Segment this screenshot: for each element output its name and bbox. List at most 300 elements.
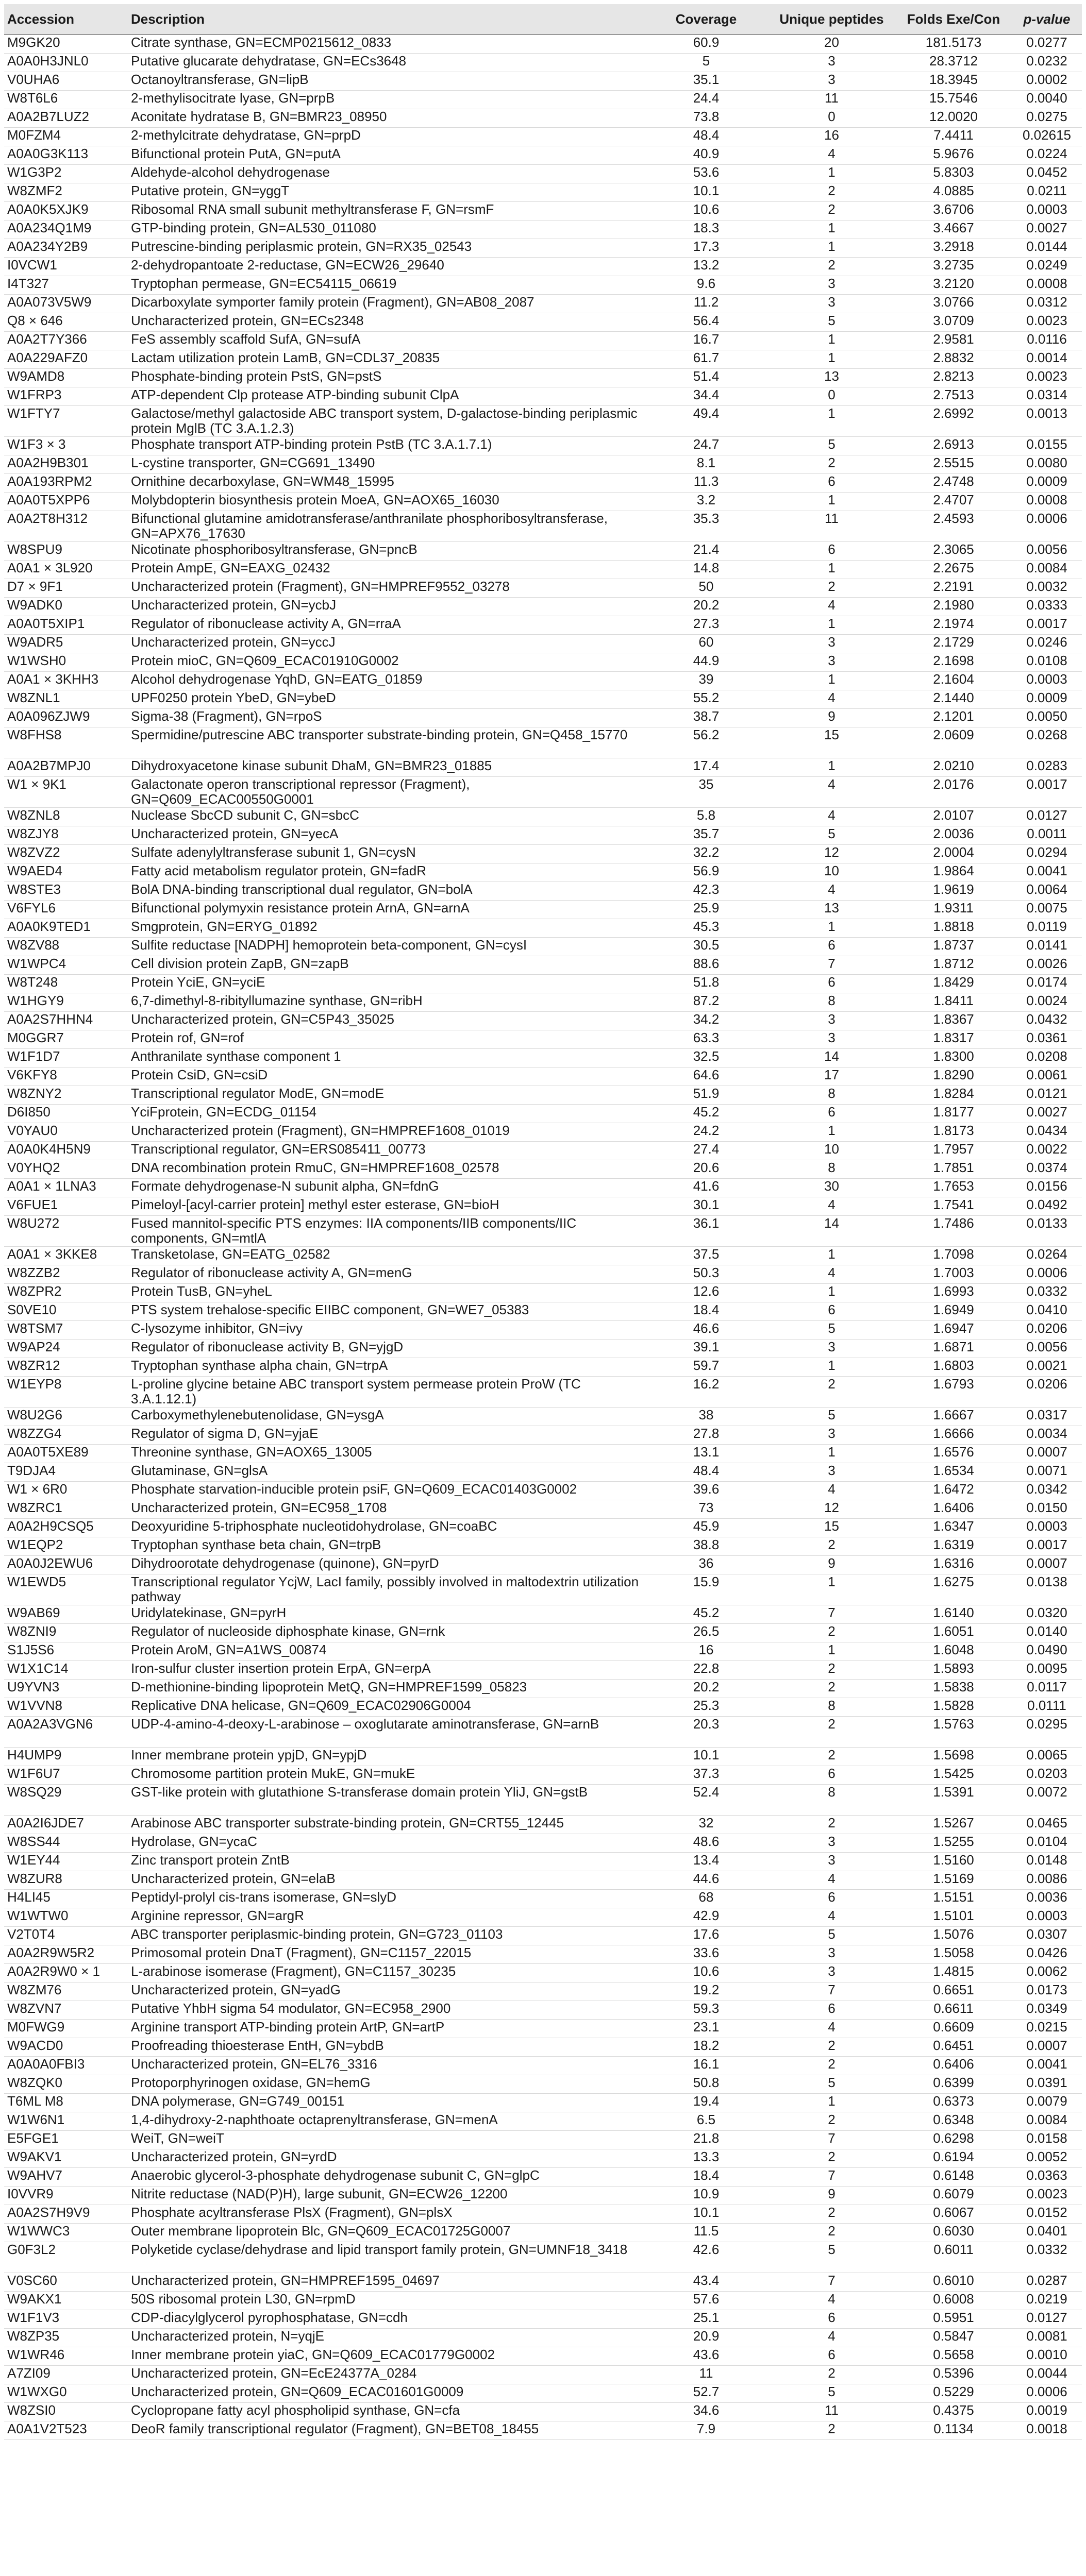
cell-unique-peptides: 6 [768, 473, 895, 492]
cell-folds: 1.7851 [895, 1160, 1012, 1178]
cell-description: Chromosome partition protein MukE, GN=mukE [128, 1766, 644, 1784]
cell-description: Primosomal protein DnaT (Fragment), GN=C1157_22015 [128, 1945, 644, 1963]
cell-pvalue: 0.0465 [1012, 1815, 1082, 1834]
cell-folds: 0.6194 [895, 2149, 1012, 2167]
cell-coverage: 12.6 [644, 1283, 768, 1302]
cell-folds: 3.2735 [895, 257, 1012, 276]
cell-description: Proofreading thioesterase EntH, GN=ybdB [128, 2038, 644, 2056]
cell-coverage: 63.3 [644, 1030, 768, 1048]
cell-coverage: 45.9 [644, 1518, 768, 1537]
cell-coverage: 16.7 [644, 331, 768, 350]
cell-coverage: 60.9 [644, 35, 768, 53]
cell-unique-peptides: 4 [768, 776, 895, 807]
table-row [4, 276, 1082, 294]
cell-unique-peptides: 8 [768, 1086, 895, 1104]
cell-folds: 2.0609 [895, 727, 1012, 758]
cell-folds: 2.1974 [895, 616, 1012, 634]
cell-description: Uncharacterized protein, GN=EcE24377A_0284 [128, 2365, 644, 2384]
cell-coverage: 24.4 [644, 90, 768, 109]
cell-folds: 2.4707 [895, 492, 1012, 511]
cell-coverage: 52.4 [644, 1784, 768, 1815]
cell-description: Protein CsiD, GN=csiD [128, 1067, 644, 1086]
cell-coverage: 46.6 [644, 1320, 768, 1339]
cell-accession: D7 × 9F1 [4, 579, 128, 597]
cell-accession: M9GK20 [4, 35, 128, 53]
table-row [4, 2242, 1082, 2273]
cell-accession: A0A1 × 3KHH3 [4, 671, 128, 690]
table-header [4, 4, 1082, 35]
cell-description: Ornithine decarboxylase, GN=WM48_15995 [128, 473, 644, 492]
cell-folds: 2.4593 [895, 511, 1012, 541]
table-row [4, 1698, 1082, 1716]
cell-unique-peptides: 3 [768, 294, 895, 313]
cell-description: Uncharacterized protein, GN=yadG [128, 1982, 644, 2001]
cell-accession: W8ZJY8 [4, 826, 128, 844]
cell-pvalue: 0.0116 [1012, 331, 1082, 350]
cell-unique-peptides: 3 [768, 1945, 895, 1963]
cell-description: Cyclopropane fatty acyl phospholipid synthase, GN=cfa [128, 2402, 644, 2421]
cell-coverage: 17.6 [644, 1926, 768, 1945]
cell-pvalue: 0.0320 [1012, 1605, 1082, 1623]
cell-accession: W1 × 9K1 [4, 776, 128, 807]
cell-pvalue: 0.0410 [1012, 1302, 1082, 1320]
cell-pvalue: 0.0027 [1012, 220, 1082, 239]
cell-description: Zinc transport protein ZntB [128, 1852, 644, 1871]
cell-folds: 1.5838 [895, 1679, 1012, 1698]
cell-accession: A7ZI09 [4, 2365, 128, 2384]
cell-pvalue: 0.0363 [1012, 2167, 1082, 2186]
cell-pvalue: 0.0081 [1012, 2328, 1082, 2347]
cell-accession: A0A2H9B301 [4, 455, 128, 473]
cell-folds: 2.2675 [895, 560, 1012, 579]
table-row [4, 1197, 1082, 1215]
cell-coverage: 50.8 [644, 2075, 768, 2093]
cell-unique-peptides: 0 [768, 109, 895, 127]
cell-unique-peptides: 6 [768, 937, 895, 956]
cell-unique-peptides: 1 [768, 2093, 895, 2112]
cell-description: Transcriptional regulator, GN=ERS085411_00773 [128, 1141, 644, 1160]
table-row [4, 1852, 1082, 1871]
cell-description: Putrescine-binding periplasmic protein, GN=RX35_02543 [128, 239, 644, 257]
cell-coverage: 21.8 [644, 2130, 768, 2149]
cell-coverage: 27.4 [644, 1141, 768, 1160]
cell-folds: 1.6803 [895, 1358, 1012, 1376]
cell-folds: 1.8712 [895, 956, 1012, 974]
table-row [4, 473, 1082, 492]
cell-coverage: 51.4 [644, 368, 768, 387]
cell-pvalue: 0.0041 [1012, 863, 1082, 882]
cell-coverage: 20.2 [644, 597, 768, 616]
table-row [4, 1815, 1082, 1834]
cell-coverage: 45.3 [644, 919, 768, 937]
cell-accession: V0UHA6 [4, 72, 128, 90]
cell-description: Cell division protein ZapB, GN=zapB [128, 956, 644, 974]
cell-unique-peptides: 11 [768, 90, 895, 109]
cell-coverage: 21.4 [644, 541, 768, 560]
cell-unique-peptides: 8 [768, 1160, 895, 1178]
cell-accession: W1VVN8 [4, 1698, 128, 1716]
cell-description: Arabinose ABC transporter substrate-binding protein, GN=CRT55_12445 [128, 1815, 644, 1834]
cell-pvalue: 0.0152 [1012, 2205, 1082, 2223]
table-row [4, 1555, 1082, 1574]
cell-accession: A0A2T7Y366 [4, 331, 128, 350]
cell-accession: W1WWC3 [4, 2223, 128, 2242]
cell-pvalue: 0.0219 [1012, 2291, 1082, 2310]
cell-accession: W1FRP3 [4, 387, 128, 405]
cell-coverage: 25.9 [644, 900, 768, 919]
cell-folds: 0.6609 [895, 2019, 1012, 2038]
cell-accession: W8ZR12 [4, 1358, 128, 1376]
cell-coverage: 49.4 [644, 405, 768, 436]
table-row [4, 2310, 1082, 2328]
cell-coverage: 20.2 [644, 1679, 768, 1698]
cell-description: 2-dehydropantoate 2-reductase, GN=ECW26_29640 [128, 257, 644, 276]
cell-unique-peptides: 1 [768, 758, 895, 776]
cell-pvalue: 0.0023 [1012, 2186, 1082, 2205]
cell-coverage: 73.8 [644, 109, 768, 127]
cell-pvalue: 0.0173 [1012, 1982, 1082, 2001]
cell-coverage: 13.2 [644, 257, 768, 276]
cell-folds: 0.6067 [895, 2205, 1012, 2223]
cell-folds: 1.6406 [895, 1500, 1012, 1518]
table-row [4, 1302, 1082, 1320]
cell-description: WeiT, GN=weiT [128, 2130, 644, 2149]
cell-accession: W1F1V3 [4, 2310, 128, 2328]
cell-coverage: 25.3 [644, 1698, 768, 1716]
table-row [4, 455, 1082, 473]
cell-pvalue: 0.0014 [1012, 350, 1082, 368]
cell-pvalue: 0.0019 [1012, 2402, 1082, 2421]
cell-description: 2-methylcitrate dehydratase, GN=prpD [128, 127, 644, 146]
table-row [4, 1048, 1082, 1067]
cell-pvalue: 0.0018 [1012, 2421, 1082, 2439]
cell-accession: W8FHS8 [4, 727, 128, 758]
table-row [4, 35, 1082, 53]
table-row [4, 1766, 1082, 1784]
cell-coverage: 50 [644, 579, 768, 597]
cell-unique-peptides: 4 [768, 1481, 895, 1500]
cell-coverage: 10.9 [644, 2186, 768, 2205]
cell-accession: T9DJA4 [4, 1463, 128, 1481]
cell-description: Phosphate-binding protein PstS, GN=pstS [128, 368, 644, 387]
cell-accession: A0A2A3VGN6 [4, 1716, 128, 1747]
cell-folds: 2.4748 [895, 473, 1012, 492]
cell-description: Arginine transport ATP-binding protein ArtP, GN=artP [128, 2019, 644, 2038]
cell-coverage: 39.6 [644, 1481, 768, 1500]
cell-coverage: 11.3 [644, 473, 768, 492]
cell-coverage: 30.5 [644, 937, 768, 956]
cell-accession: A0A1 × 3KKE8 [4, 1246, 128, 1265]
cell-accession: A0A234Q1M9 [4, 220, 128, 239]
cell-folds: 1.5267 [895, 1815, 1012, 1834]
cell-description: Putative glucarate dehydratase, GN=ECs3648 [128, 53, 644, 72]
cell-unique-peptides: 5 [768, 436, 895, 455]
cell-coverage: 37.3 [644, 1766, 768, 1784]
cell-coverage: 56.4 [644, 313, 768, 331]
cell-pvalue: 0.0013 [1012, 405, 1082, 436]
cell-pvalue: 0.0034 [1012, 1426, 1082, 1444]
cell-pvalue: 0.0332 [1012, 1283, 1082, 1302]
cell-description: C-lysozyme inhibitor, GN=ivy [128, 1320, 644, 1339]
cell-description: Formate dehydrogenase-N subunit alpha, GN=fdnG [128, 1178, 644, 1197]
cell-pvalue: 0.0040 [1012, 90, 1082, 109]
cell-pvalue: 0.0452 [1012, 164, 1082, 183]
cell-coverage: 17.3 [644, 239, 768, 257]
cell-folds: 1.6947 [895, 1320, 1012, 1339]
cell-folds: 3.0766 [895, 294, 1012, 313]
cell-coverage: 10.1 [644, 1747, 768, 1766]
cell-folds: 1.6666 [895, 1426, 1012, 1444]
table-row [4, 2328, 1082, 2347]
cell-unique-peptides: 7 [768, 956, 895, 974]
cell-accession: W8ZM76 [4, 1982, 128, 2001]
cell-unique-peptides: 9 [768, 1555, 895, 1574]
cell-description: Uncharacterized protein (Fragment), GN=HMPREF9552_03278 [128, 579, 644, 597]
table-row [4, 616, 1082, 634]
cell-description: Phosphate transport ATP-binding protein PstB (TC 3.A.1.7.1) [128, 436, 644, 455]
cell-folds: 1.4815 [895, 1963, 1012, 1982]
cell-folds: 1.8177 [895, 1104, 1012, 1123]
cell-coverage: 48.4 [644, 127, 768, 146]
cell-pvalue: 0.0117 [1012, 1679, 1082, 1698]
cell-description: 6,7-dimethyl-8-ribityllumazine synthase, GN=ribH [128, 993, 644, 1011]
table-row [4, 1463, 1082, 1481]
cell-folds: 3.2120 [895, 276, 1012, 294]
cell-pvalue: 0.0011 [1012, 826, 1082, 844]
cell-accession: W9AKV1 [4, 2149, 128, 2167]
cell-coverage: 19.4 [644, 2093, 768, 2112]
cell-coverage: 43.4 [644, 2273, 768, 2291]
cell-unique-peptides: 3 [768, 1834, 895, 1852]
cell-coverage: 18.3 [644, 220, 768, 239]
cell-accession: A0A1V2T523 [4, 2421, 128, 2439]
cell-folds: 1.6871 [895, 1339, 1012, 1358]
cell-folds: 1.8300 [895, 1048, 1012, 1067]
cell-pvalue: 0.0287 [1012, 2273, 1082, 2291]
cell-description: DeoR family transcriptional regulator (Fragment), GN=BET08_18455 [128, 2421, 644, 2439]
cell-folds: 1.7541 [895, 1197, 1012, 1215]
cell-unique-peptides: 2 [768, 1716, 895, 1747]
cell-unique-peptides: 4 [768, 1197, 895, 1215]
table-row [4, 257, 1082, 276]
cell-description: Uncharacterized protein, GN=elaB [128, 1871, 644, 1889]
cell-accession: A0A0J2EWU6 [4, 1555, 128, 1574]
table-row [4, 2056, 1082, 2075]
cell-unique-peptides: 2 [768, 257, 895, 276]
cell-coverage: 7.9 [644, 2421, 768, 2439]
cell-pvalue: 0.0009 [1012, 690, 1082, 708]
cell-description: Tryptophan synthase alpha chain, GN=trpA [128, 1358, 644, 1376]
cell-pvalue: 0.0140 [1012, 1623, 1082, 1642]
table-row [4, 109, 1082, 127]
table-row [4, 1246, 1082, 1265]
cell-folds: 2.8213 [895, 368, 1012, 387]
table-row [4, 900, 1082, 919]
table-row [4, 708, 1082, 727]
cell-coverage: 18.4 [644, 1302, 768, 1320]
cell-unique-peptides: 3 [768, 53, 895, 72]
cell-unique-peptides: 2 [768, 1623, 895, 1642]
cell-folds: 1.5076 [895, 1926, 1012, 1945]
cell-unique-peptides: 7 [768, 1605, 895, 1623]
cell-accession: W1EQP2 [4, 1537, 128, 1555]
cell-description: Uncharacterized protein, GN=yccJ [128, 634, 644, 653]
cell-unique-peptides: 9 [768, 708, 895, 727]
table-row [4, 1215, 1082, 1246]
cell-coverage: 19.2 [644, 1982, 768, 2001]
cell-description: Protein AmpE, GN=EAXG_02432 [128, 560, 644, 579]
cell-coverage: 3.2 [644, 492, 768, 511]
cell-coverage: 48.6 [644, 1834, 768, 1852]
cell-description: Regulator of ribonuclease activity B, GN=yjgD [128, 1339, 644, 1358]
cell-description: Anthranilate synthase component 1 [128, 1048, 644, 1067]
cell-unique-peptides: 15 [768, 1518, 895, 1537]
cell-coverage: 34.6 [644, 2402, 768, 2421]
table-row [4, 2186, 1082, 2205]
cell-pvalue: 0.0003 [1012, 1518, 1082, 1537]
cell-unique-peptides: 7 [768, 2130, 895, 2149]
cell-coverage: 39 [644, 671, 768, 690]
cell-pvalue: 0.0056 [1012, 541, 1082, 560]
cell-unique-peptides: 12 [768, 1500, 895, 1518]
cell-pvalue: 0.0003 [1012, 201, 1082, 220]
cell-folds: 1.7486 [895, 1215, 1012, 1246]
cell-unique-peptides: 6 [768, 1302, 895, 1320]
table-row [4, 1926, 1082, 1945]
cell-description: DNA polymerase, GN=G749_00151 [128, 2093, 644, 2112]
cell-description: Dihydroxyacetone kinase subunit DhaM, GN=BMR23_01885 [128, 758, 644, 776]
cell-description: Hydrolase, GN=ycaC [128, 1834, 644, 1852]
table-row [4, 993, 1082, 1011]
cell-accession: W8ZZB2 [4, 1265, 128, 1283]
cell-coverage: 8.1 [644, 455, 768, 473]
cell-accession: W8ZRC1 [4, 1500, 128, 1518]
cell-accession: S0VE10 [4, 1302, 128, 1320]
cell-coverage: 51.8 [644, 974, 768, 993]
table-row [4, 1426, 1082, 1444]
cell-unique-peptides: 2 [768, 1376, 895, 1407]
cell-description: Protein rof, GN=rof [128, 1030, 644, 1048]
cell-coverage: 42.9 [644, 1908, 768, 1926]
cell-folds: 2.8832 [895, 350, 1012, 368]
cell-accession: W8T6L6 [4, 90, 128, 109]
cell-folds: 28.3712 [895, 53, 1012, 72]
cell-unique-peptides: 1 [768, 1123, 895, 1141]
cell-accession: W8ZSI0 [4, 2402, 128, 2421]
cell-description: Nicotinate phosphoribosyltransferase, GN=pncB [128, 541, 644, 560]
cell-pvalue: 0.0150 [1012, 1500, 1082, 1518]
cell-description: Uridylatekinase, GN=pyrH [128, 1605, 644, 1623]
cell-accession: W1F3 × 3 [4, 436, 128, 455]
cell-unique-peptides: 14 [768, 1048, 895, 1067]
cell-unique-peptides: 12 [768, 844, 895, 863]
table-row [4, 2291, 1082, 2310]
cell-unique-peptides: 2 [768, 2205, 895, 2223]
cell-pvalue: 0.0361 [1012, 1030, 1082, 1048]
table-row [4, 758, 1082, 776]
cell-folds: 3.4667 [895, 220, 1012, 239]
cell-accession: H4LI45 [4, 1889, 128, 1908]
cell-pvalue: 0.0232 [1012, 53, 1082, 72]
cell-accession: W8STE3 [4, 882, 128, 900]
table-row [4, 492, 1082, 511]
cell-unique-peptides: 16 [768, 127, 895, 146]
cell-unique-peptides: 2 [768, 2056, 895, 2075]
table-row [4, 727, 1082, 758]
table-row [4, 776, 1082, 807]
cell-accession: V0SC60 [4, 2273, 128, 2291]
table-row [4, 2149, 1082, 2167]
cell-folds: 3.0709 [895, 313, 1012, 331]
table-row [4, 653, 1082, 671]
cell-coverage: 6.5 [644, 2112, 768, 2130]
cell-accession: W8ZVN7 [4, 2001, 128, 2019]
cell-pvalue: 0.0006 [1012, 511, 1082, 541]
cell-coverage: 88.6 [644, 956, 768, 974]
cell-folds: 1.5893 [895, 1660, 1012, 1679]
cell-description: Fatty acid metabolism regulator protein, GN=fadR [128, 863, 644, 882]
cell-coverage: 57.6 [644, 2291, 768, 2310]
cell-coverage: 15.9 [644, 1574, 768, 1605]
cell-unique-peptides: 1 [768, 919, 895, 937]
cell-folds: 1.5391 [895, 1784, 1012, 1815]
cell-accession: W1WSH0 [4, 653, 128, 671]
cell-accession: A0A1 × 1LNA3 [4, 1178, 128, 1197]
table-row [4, 541, 1082, 560]
cell-coverage: 10.6 [644, 201, 768, 220]
cell-unique-peptides: 17 [768, 1067, 895, 1086]
cell-description: Tryptophan permease, GN=EC54115_06619 [128, 276, 644, 294]
cell-description: Outer membrane lipoprotein Blc, GN=Q609_ECAC01725G0007 [128, 2223, 644, 2242]
cell-folds: 1.5160 [895, 1852, 1012, 1871]
cell-unique-peptides: 13 [768, 368, 895, 387]
cell-folds: 12.0020 [895, 109, 1012, 127]
cell-folds: 0.6079 [895, 2186, 1012, 2205]
cell-description: ABC transporter periplasmic-binding protein, GN=G723_01103 [128, 1926, 644, 1945]
cell-accession: W8ZZG4 [4, 1426, 128, 1444]
cell-unique-peptides: 1 [768, 1642, 895, 1660]
cell-pvalue: 0.0023 [1012, 368, 1082, 387]
cell-unique-peptides: 5 [768, 826, 895, 844]
cell-unique-peptides: 9 [768, 2186, 895, 2205]
table-row [4, 1283, 1082, 1302]
cell-description: Polyketide cyclase/dehydrase and lipid transport family protein, GN=UMNF18_3418 [128, 2242, 644, 2273]
table-row [4, 1086, 1082, 1104]
table-row [4, 1908, 1082, 1926]
table-row [4, 1123, 1082, 1141]
cell-accession: A0A2R9W0 × 1 [4, 1963, 128, 1982]
cell-folds: 0.6611 [895, 2001, 1012, 2019]
cell-accession: W1WR46 [4, 2347, 128, 2365]
cell-description: Transcriptional regulator YcjW, LacI family, possibly involved in maltodextrin utilization pathway [128, 1574, 644, 1605]
cell-accession: W8ZNL8 [4, 807, 128, 826]
table-row [4, 1178, 1082, 1197]
cell-accession: W8ZUR8 [4, 1871, 128, 1889]
table-row [4, 331, 1082, 350]
cell-folds: 1.6316 [895, 1555, 1012, 1574]
cell-pvalue: 0.0391 [1012, 2075, 1082, 2093]
cell-pvalue: 0.0121 [1012, 1086, 1082, 1104]
cell-coverage: 45.2 [644, 1104, 768, 1123]
cell-accession: W8ZQK0 [4, 2075, 128, 2093]
cell-accession: V6KFY8 [4, 1067, 128, 1086]
cell-accession: W8ZNI9 [4, 1623, 128, 1642]
cell-description: ATP-dependent Clp protease ATP-binding subunit ClpA [128, 387, 644, 405]
cell-pvalue: 0.0007 [1012, 2038, 1082, 2056]
cell-pvalue: 0.0108 [1012, 653, 1082, 671]
cell-description: Dicarboxylate symporter family protein (Fragment), GN=AB08_2087 [128, 294, 644, 313]
cell-description: Replicative DNA helicase, GN=Q609_ECAC02906G0004 [128, 1698, 644, 1716]
